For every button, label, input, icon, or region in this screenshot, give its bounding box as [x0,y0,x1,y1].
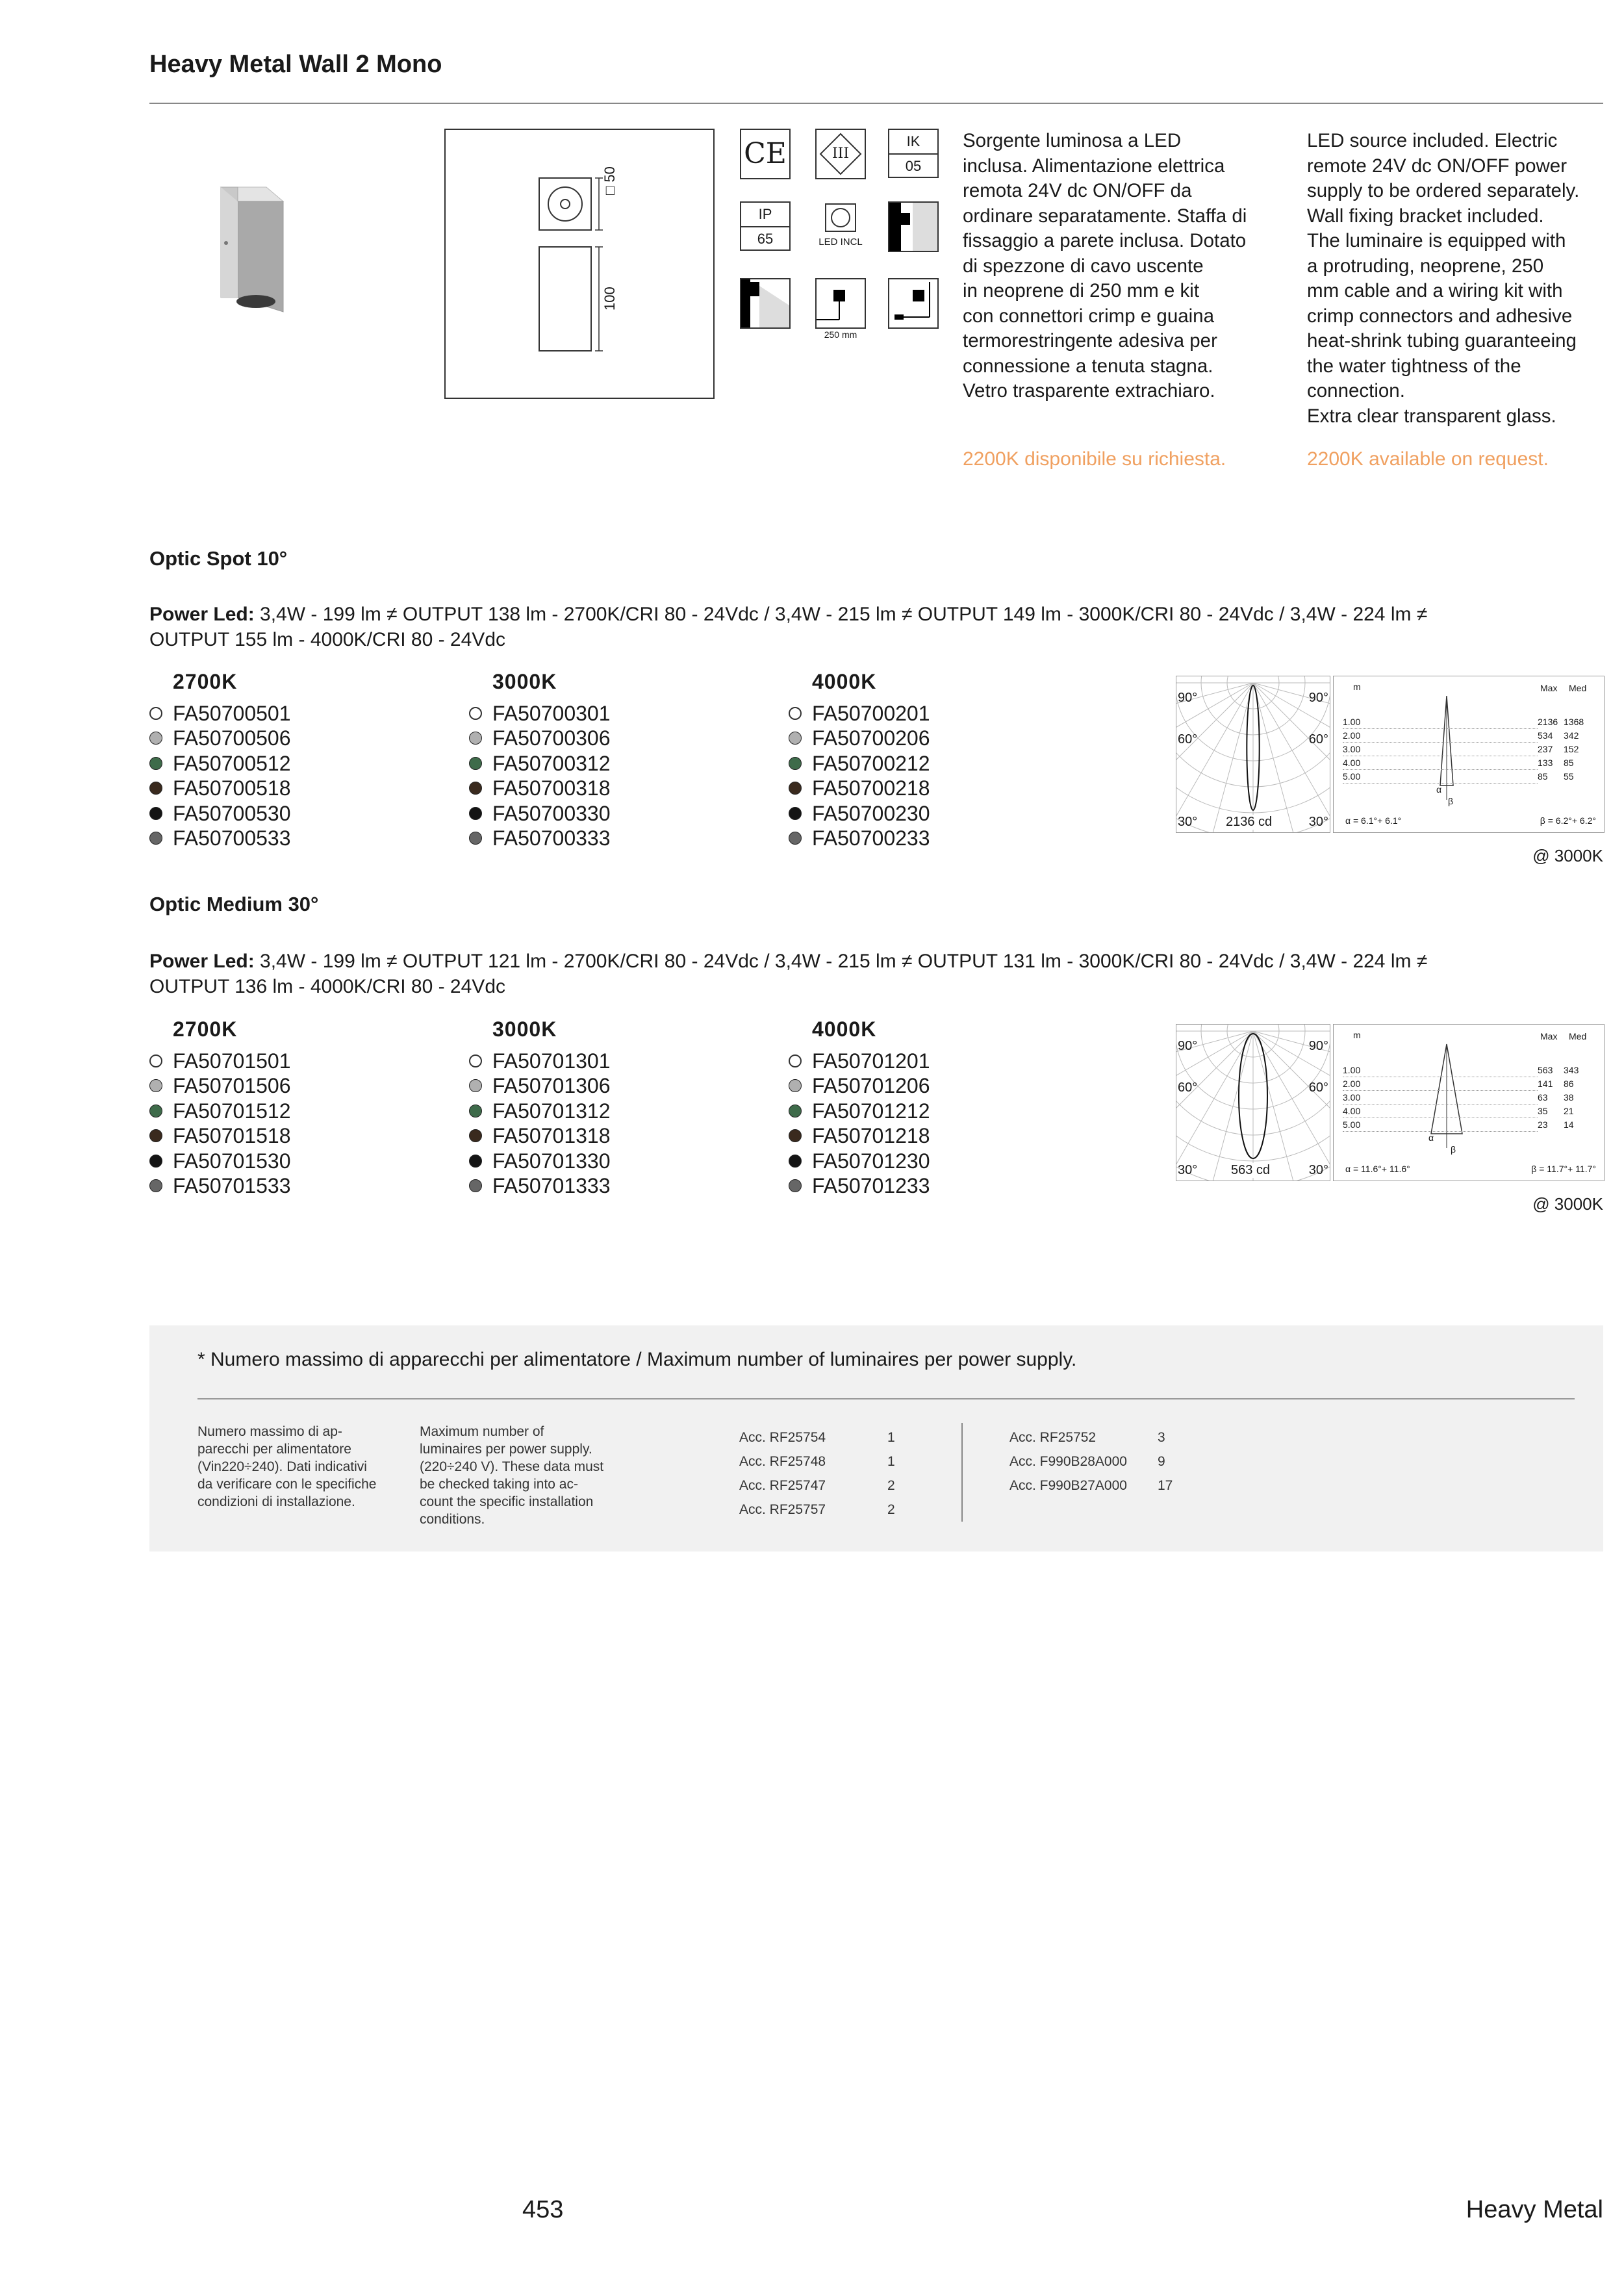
light-distribution-icon [740,278,791,329]
page-title: Heavy Metal Wall 2 Mono [149,51,442,78]
table-rows: 1.00 563 343 2.00 141 86 3.00 63 38 4.00 35 21 5.00 23 14 [1343,1064,1590,1132]
cable-connection-icon [888,278,939,329]
list-item: FA50701212 [789,1099,930,1124]
dim-label-50: □ 50 [602,166,618,195]
page-number: 453 [522,2196,564,2223]
list-item: FA50701330 [469,1149,611,1174]
list-item: FA50700533 [149,826,291,851]
list-item: FA50700318 [469,776,611,801]
optic-spot-title: Optic Spot 10° [149,547,288,570]
wall-mount-icon [888,201,939,252]
optic-medium-reference-temp: @ 3000K [1532,1194,1603,1214]
optic-spot-4000k-column: 4000K FA50700201 FA50700206 FA50700212 FA50700218 FA50700230 FA50700233 [789,669,930,851]
color-swatch-icon [469,782,482,795]
color-swatch-icon [149,1179,162,1192]
color-swatch-icon [789,1129,802,1142]
optic-medium-2700k-column: 2700K FA50701501 FA50701506 FA50701512 FA50701518 FA50701530 FA50701533 [149,1017,291,1199]
description-italian: Sorgente luminosa a LED inclusa. Alimentazione elettrica remota 24V dc ON/OFF da ordinare separatamente. Staffa di fissaggio a parete inclusa. Dotato di spezzone di cavo uscente in neoprene di 250 mm e kit con connettori crimp e guaina termorestringente adesiva per connessione a tenuta stagna. Vetro trasparente extrachiaro. [963,130,1247,402]
list-item: FA50700518 [149,776,291,801]
color-swatch-icon [469,1054,482,1067]
list-item: FA50700233 [789,826,930,851]
color-swatch-icon [789,1105,802,1118]
color-swatch-icon [789,807,802,820]
list-item: FA50701530 [149,1149,291,1174]
color-swatch-icon [789,1179,802,1192]
color-swatch-icon [149,1079,162,1092]
list-item: FA50701301 [469,1049,611,1074]
footer-divider [197,1398,1575,1399]
power-supply-icon [815,278,866,329]
optic-spot-3000k-column: 3000K FA50700301 FA50700306 FA50700312 FA50700318 FA50700330 FA50700333 [469,669,611,851]
color-swatch-icon [149,1105,162,1118]
note-2200k-english: 2200K available on request. [1307,448,1549,470]
list-item: FA50700306 [469,726,611,751]
table-row: Acc. RF25752 3 [1009,1430,1165,1445]
list-item: FA50700201 [789,701,930,726]
table-row: Acc. RF25748 1 [739,1454,895,1469]
list-item: FA50700312 [469,751,611,776]
table-row: Acc. RF25757 2 [739,1502,895,1517]
optic-spot-reference-temp: @ 3000K [1532,846,1603,865]
color-swatch-icon [469,1129,482,1142]
color-swatch-icon [789,732,802,745]
list-item: FA50700301 [469,701,611,726]
list-item: FA50701230 [789,1149,930,1174]
color-swatch-icon [469,1179,482,1192]
dimension-drawing [444,129,715,399]
list-item: FA50701506 [149,1073,291,1099]
led-included-icon: LED INCL [815,201,866,252]
list-item: FA50701312 [469,1099,611,1124]
note-2200k-italian: 2200K disponibile su richiesta. [963,448,1226,470]
ip-rating-icon: IP 65 [740,201,791,251]
color-swatch-icon [149,807,162,820]
power-supply-info-box [149,1325,1603,1552]
class-3-icon: III [815,129,866,179]
list-item: FA50701333 [469,1173,611,1199]
list-item: FA50701233 [789,1173,930,1199]
optic-medium-4000k-column: 4000K FA50701201 FA50701206 FA50701212 FA50701218 FA50701230 FA50701233 [789,1017,930,1199]
list-item: FA50700530 [149,801,291,826]
list-item: FA50700506 [149,726,291,751]
list-item: FA50701518 [149,1123,291,1149]
list-item: FA50701206 [789,1073,930,1099]
ik-rating-icon: IK 05 [888,129,939,178]
product-photo [207,182,298,318]
list-item: FA50700501 [149,701,291,726]
list-item: FA50700333 [469,826,611,851]
optic-medium-title: Optic Medium 30° [149,893,319,915]
table-row: Acc. F990B28A000 9 [1009,1454,1165,1469]
color-swatch-icon [469,707,482,720]
color-swatch-icon [469,1155,482,1168]
table-row: Acc. RF25754 1 [739,1430,895,1445]
list-item: FA50701201 [789,1049,930,1074]
optic-spot-2700k-column: 2700K FA50700501 FA50700506 FA50700512 FA50700518 FA50700530 FA50700533 [149,669,291,851]
optic-medium-3000k-column: 3000K FA50701301 FA50701306 FA50701312 FA50701318 FA50701330 FA50701333 [469,1017,611,1199]
table-row: Acc. F990B27A000 17 [1009,1478,1173,1493]
list-item: FA50700330 [469,801,611,826]
color-swatch-icon [149,1155,162,1168]
optic-spot-power: Power Led: 3,4W - 199 lm ≠ OUTPUT 138 lm - 2700K/CRI 80 - 24Vdc / 3,4W - 215 lm ≠ OUTPUT 149 lm - 3000K/CRI 80 - 24Vdc / 3,4W - 224 lm ≠ OUTPUT 155 lm - 4000K/CRI 80 - 24Vdc [149,604,1428,650]
color-swatch-icon [149,1129,162,1142]
color-swatch-icon [469,732,482,745]
color-swatch-icon [149,1054,162,1067]
optic-spot-illuminance-table: m Max Med 1.00 2136 1368 2.00 534 342 3.00 237 152 4.00 133 85 5.00 85 55 α β α = 6.1°+ 6.1° β = 6.2°+ 6.2° [1333,676,1605,833]
color-swatch-icon [789,1054,802,1067]
color-swatch-icon [149,832,162,845]
optic-medium-power: Power Led: 3,4W - 199 lm ≠ OUTPUT 121 lm - 2700K/CRI 80 - 24Vdc / 3,4W - 215 lm ≠ OUTPUT 131 lm - 3000K/CRI 80 - 24Vdc / 3,4W - 224 lm ≠ OUTPUT 136 lm - 4000K/CRI 80 - 24Vdc [149,951,1428,997]
description-english: LED source included. Electric remote 24V dc ON/OFF power supply to be ordered separately. Wall fixing bracket included. The luminaire is equipped with a protruding, neoprene, 250 mm cable and a wiring kit with crimp connectors and adhesive heat-shrink tubing guaranteeing the water tightness of the connection. Extra clear transparent glass. [1307,130,1580,427]
optic-medium-illuminance-table: m Max Med 1.00 563 343 2.00 141 86 3.00 63 38 4.00 35 21 5.00 23 14 α β α = 11.6°+ 11.6° β = 11.7°+ 11.7° [1333,1024,1605,1181]
color-swatch-icon [469,807,482,820]
list-item: FA50700206 [789,726,930,751]
table-row: Acc. RF25747 2 [739,1478,895,1493]
list-item: FA50701218 [789,1123,930,1149]
list-item: FA50701318 [469,1123,611,1149]
color-swatch-icon [789,757,802,770]
title-divider [149,103,1603,104]
footer-note-english: Maximum number of luminaires per power supply. (220÷240 V). These data must be checked taking into ac- count the specific installation conditions. [420,1424,604,1527]
page-section-name: Heavy Metal [1465,2196,1603,2223]
color-swatch-icon [789,832,802,845]
color-swatch-icon [149,757,162,770]
optic-medium-polar-diagram: 90° 90° 60° 60° 30° 30° 563 cd [1176,1024,1330,1181]
footer-vertical-divider [961,1423,963,1522]
color-swatch-icon [469,1105,482,1118]
color-swatch-icon [149,782,162,795]
list-item: FA50701306 [469,1073,611,1099]
color-swatch-icon [789,1155,802,1168]
table-rows: 1.00 2136 1368 2.00 534 342 3.00 237 152 4.00 133 85 5.00 85 55 [1343,715,1590,784]
list-item: FA50700218 [789,776,930,801]
list-item: FA50701533 [149,1173,291,1199]
list-item: FA50701512 [149,1099,291,1124]
list-item: FA50700212 [789,751,930,776]
dim-label-100: 100 [602,287,618,311]
optic-spot-polar-diagram: 90° 90° 60° 60° 30° 30° 2136 cd [1176,676,1330,833]
color-swatch-icon [469,757,482,770]
color-swatch-icon [789,782,802,795]
color-swatch-icon [149,707,162,720]
list-item: FA50701501 [149,1049,291,1074]
list-item: FA50700230 [789,801,930,826]
color-swatch-icon [789,707,802,720]
color-swatch-icon [469,1079,482,1092]
color-swatch-icon [469,832,482,845]
list-item: FA50700512 [149,751,291,776]
ce-mark-icon: CE [740,129,791,179]
color-swatch-icon [149,732,162,745]
accessory-table-left [739,1425,895,1522]
accessory-table-right [1009,1425,1173,1498]
cable-length-label: 250 mm [824,329,857,340]
footer-note-italian: Numero massimo di ap- parecchi per alimentatore (Vin220÷240). Dati indicativi da verificare con le specifiche condizioni di installazione. [197,1424,377,1509]
color-swatch-icon [789,1079,802,1092]
power-supply-heading: * Numero massimo di apparecchi per alimentatore / Maximum number of luminaires per power supply. [197,1349,1077,1370]
